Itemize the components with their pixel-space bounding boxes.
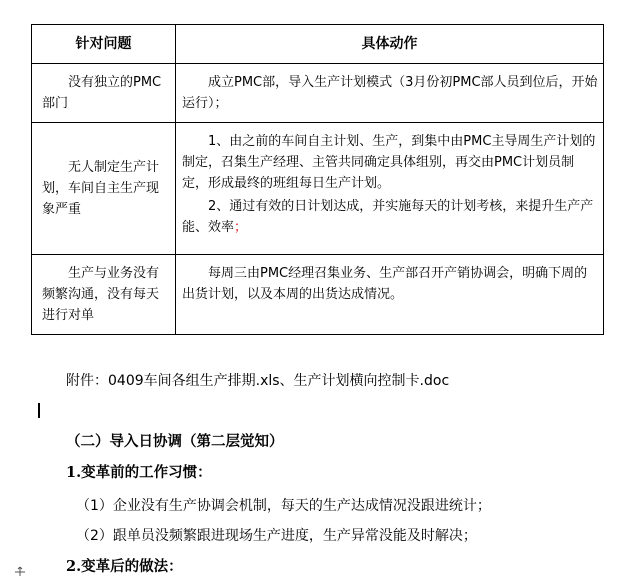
sub-heading-after: 2.变革后的做法： (66, 558, 183, 575)
action-text-main: 2、通过有效的日计划达成，并实施每天的计划考核，来提升生产产能、效率 (182, 199, 594, 235)
problem-action-table (31, 24, 604, 335)
action-cell (176, 255, 604, 335)
action-text (182, 196, 599, 238)
header-action: 具体动作 (176, 25, 604, 64)
section-heading: （二）导入日协调（第二层觉知） (66, 433, 284, 450)
action-text: 每周三由PMC经理召集业务、生产部召开产销协调会，明确下周的出货计划，以及本周的出货达成情况。 (182, 266, 588, 302)
list-item: （2）跟单员没频繁跟进现场生产进度，生产异常没能及时解决； (76, 528, 477, 544)
sub-heading-before: 1.变革前的工作习惯： (66, 464, 212, 481)
problem-cell (32, 123, 176, 255)
action-text: 1、由之前的车间自主计划、生产，到集中由PMC主导周生产计划的制定，召集生产经理、主管共同确定具体组别，再交由PMC计划员制定，形成最终的班组每日生产计划。 (182, 134, 596, 191)
problem-text: 无人制定生产计划，车间自主生产现象严重 (42, 160, 160, 217)
problem-text: 没有独立的PMC部门 (42, 75, 162, 111)
table-row (32, 123, 604, 255)
text-cursor[interactable] (38, 403, 40, 418)
attachment-line: 附件：0409车间各组生产排期.xls、生产计划横向控制卡.doc (66, 373, 450, 389)
table-move-handle-icon[interactable] (14, 566, 26, 576)
action-text-punct: ； (234, 220, 248, 235)
problem-text: 生产与业务没有频繁沟通，没有每天进行对单 (42, 266, 160, 323)
problem-cell (32, 255, 176, 335)
list-item: （1）企业没有生产协调会机制，每天的生产达成情况没跟进统计； (76, 498, 491, 514)
table-header-row (32, 25, 604, 64)
action-cell (176, 123, 604, 255)
action-cell (176, 64, 604, 123)
action-text: 成立PMC部，导入生产计划模式（3月份初PMC部人员到位后，开始运行）； (182, 75, 598, 111)
table-row (32, 64, 604, 123)
problem-cell (32, 64, 176, 123)
table-row (32, 255, 604, 335)
header-problem: 针对问题 (32, 25, 176, 64)
